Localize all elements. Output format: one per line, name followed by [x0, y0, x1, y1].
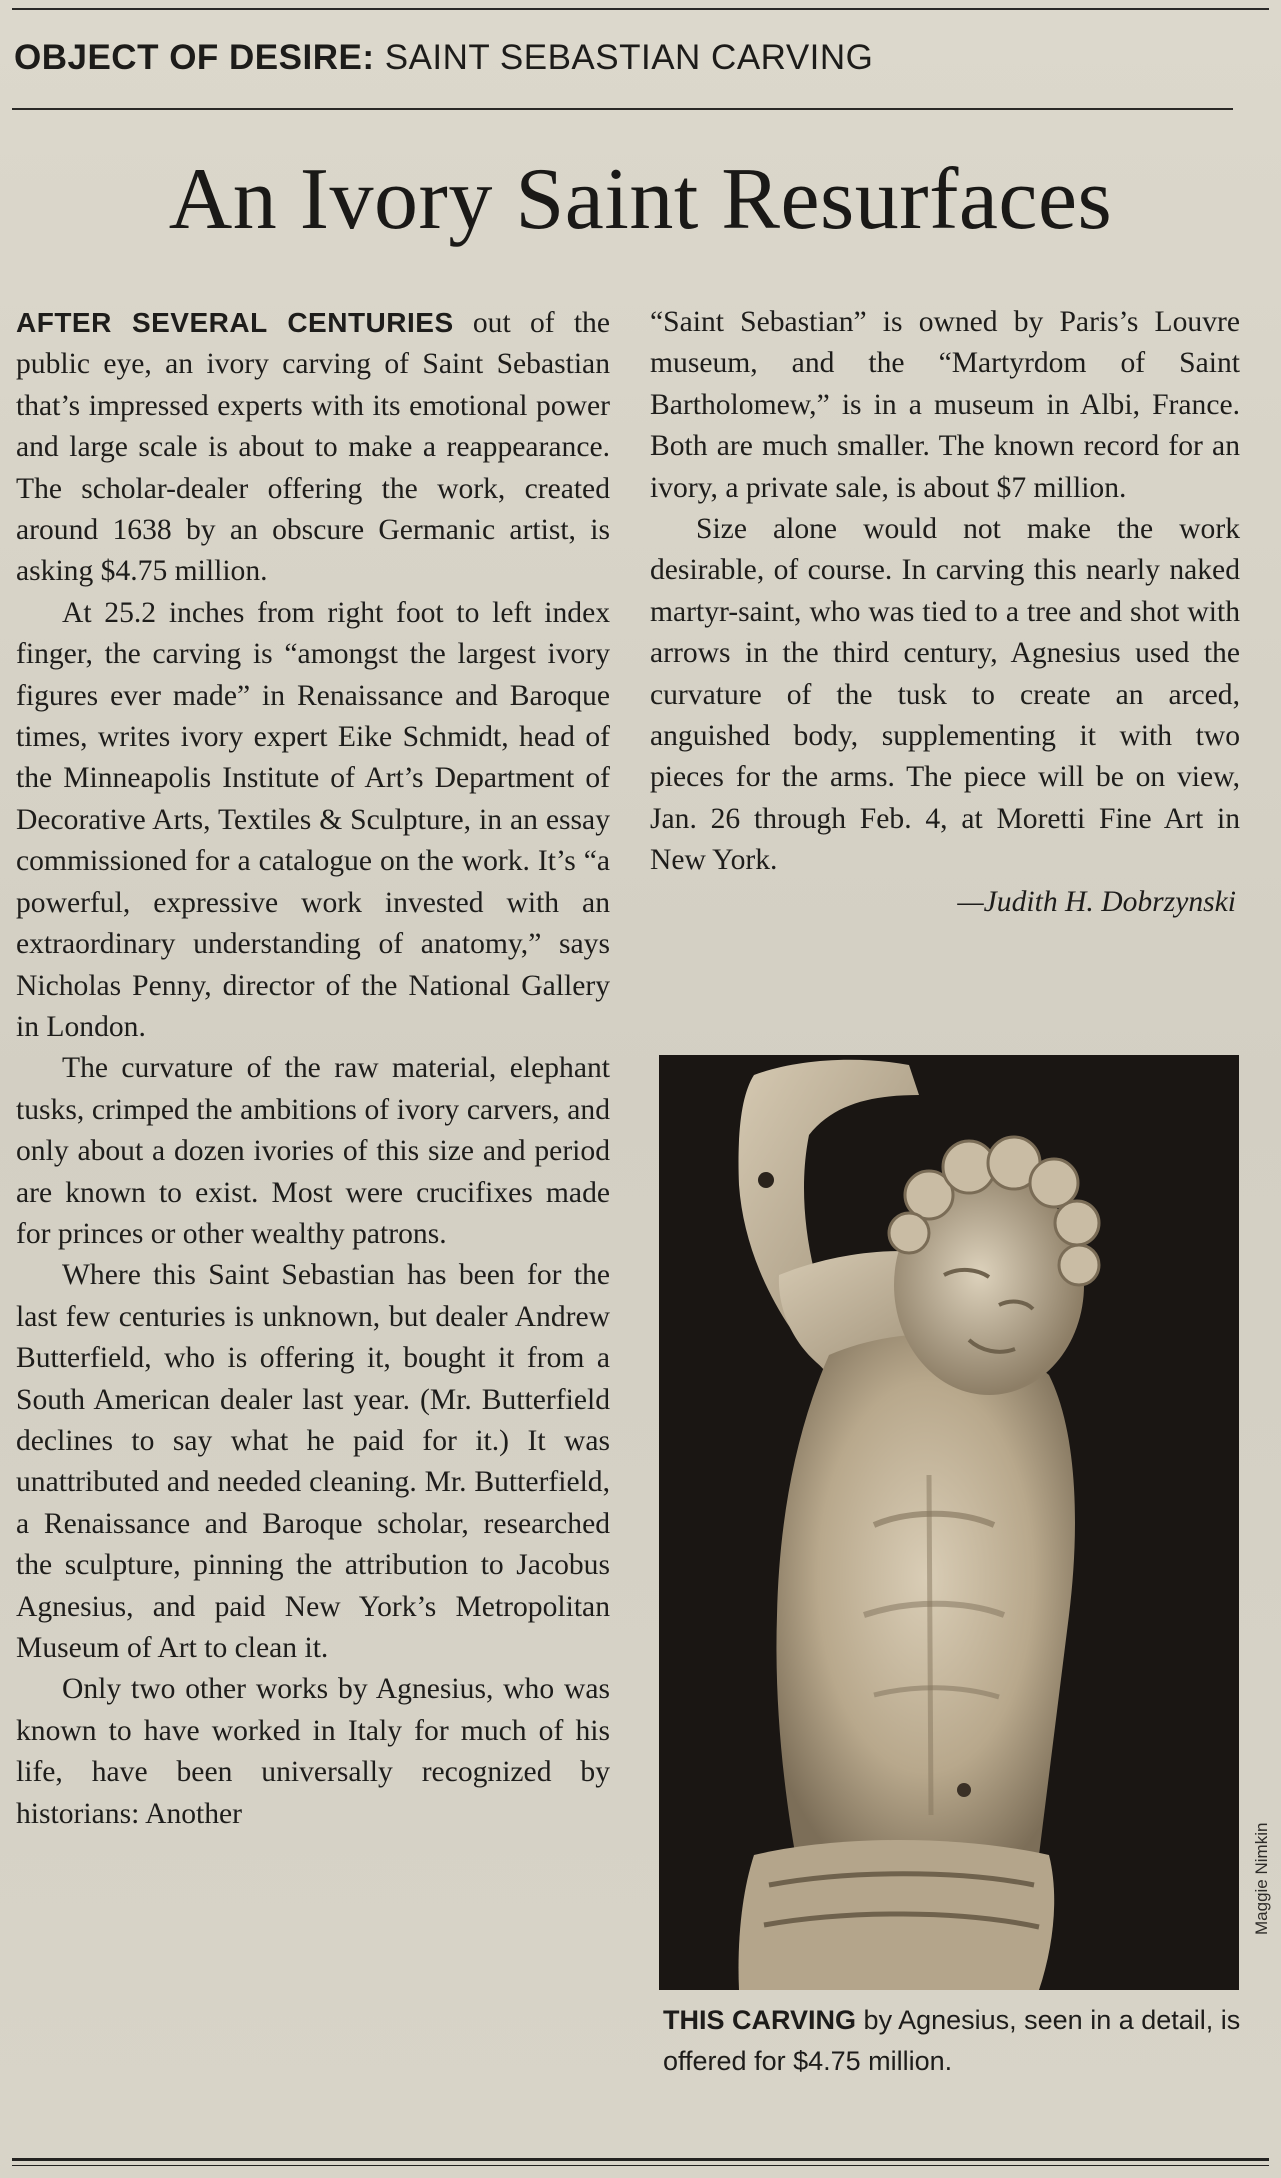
caption-lead: THIS CARVING: [663, 2005, 857, 2035]
bottom-rule: [12, 2158, 1269, 2161]
bottom-rule-thin: [12, 2165, 1269, 2166]
kicker-label: OBJECT OF DESIRE:: [14, 38, 375, 77]
paragraph-1: [16, 302, 610, 593]
article-column-right: [650, 302, 1240, 923]
caption-text: by Agnesius, seen in a detail, is offered for $4.75 million.: [663, 2005, 1241, 2076]
paragraph-2: At 25.2 inches from right foot to left index finger, the carving is “amongst the largest ivory figures ever made” in Renaissance and Baroque times, writes ivory expert Eike Schmidt, head of the Minneapolis Institute of Art’s Department of Decorative Arts, Textiles & Sculpture, in an essay commissioned for a catalogue on the work. It’s “a powerful, expressive work invested with an extraordinary understanding of anatomy,” says Nicholas Penny, director of the National Gallery in London.: [16, 596, 610, 1043]
paragraph-5-continued: “Saint Sebastian” is owned by Paris’s Louvre museum, and the “Martyrdom of Saint Bartholomew,” is in a museum in Albi, France. Both are much smaller. The known record for an ivory, a private sale, is about $7 million.: [650, 306, 1240, 504]
top-rule: [12, 8, 1269, 10]
photo-credit: Maggie Nimkin: [1252, 1822, 1271, 1935]
paragraph-6: Size alone would not make the work desirable, of course. In carving this nearly naked martyr-saint, who was tied to a tree and shot with arrows in the third century, Agnesius used the curvature of the tusk to create an arced, anguished body, supplementing it with two pieces for the arms. The piece will be on view, Jan. 26 through Feb. 4, at Moretti Fine Art in New York.: [650, 513, 1240, 877]
photo-caption: [663, 2000, 1243, 2082]
kicker-rule: [12, 108, 1233, 110]
sculpture-photo: [659, 1055, 1239, 1990]
paragraph-5: Only two other works by Agnesius, who was known to have worked in Italy for much of his life, have been universally recognized by historians: Another: [16, 1673, 610, 1830]
article-column-left: [16, 302, 610, 1835]
section-kicker: [14, 38, 1234, 78]
paragraph-4: Where this Saint Sebastian has been for the last few centuries is unknown, but dealer Andrew Butterfield, who is offering it, bought it from a South American dealer last year. (Mr. Butterfield declines to say what he paid for it.) It was unattributed and needed cleaning. Mr. Butterfield, a Renaissance and Baroque scholar, researched the sculpture, pinning the attribution to Jacobus Agnesius, and paid New York’s Metropolitan Museum of Art to clean it.: [16, 1259, 610, 1664]
kicker-subject: SAINT SEBASTIAN CARVING: [384, 38, 874, 77]
lead-in: AFTER SEVERAL CENTURIES: [16, 307, 454, 338]
headline: An Ivory Saint Resurfaces: [168, 151, 1113, 248]
byline: —Judith H. Dobrzynski: [957, 885, 1236, 918]
paragraph-1-text: out of the public eye, an ivory carving of Saint Sebastian that’s impressed experts with its emotional power and large scale is about to make a reappearance. The scholar-dealer offering the work, created around 1638 by an obscure Germanic artist, is asking $4.75 million.: [16, 307, 610, 588]
ivory-carving-image: [659, 1055, 1239, 1990]
paragraph-3: The curvature of the raw material, elephant tusks, crimped the ambitions of ivory carvers, and only about a dozen ivories of this size and period are known to exist. Most were crucifixes made for princes or other wealthy patrons.: [16, 1052, 610, 1250]
